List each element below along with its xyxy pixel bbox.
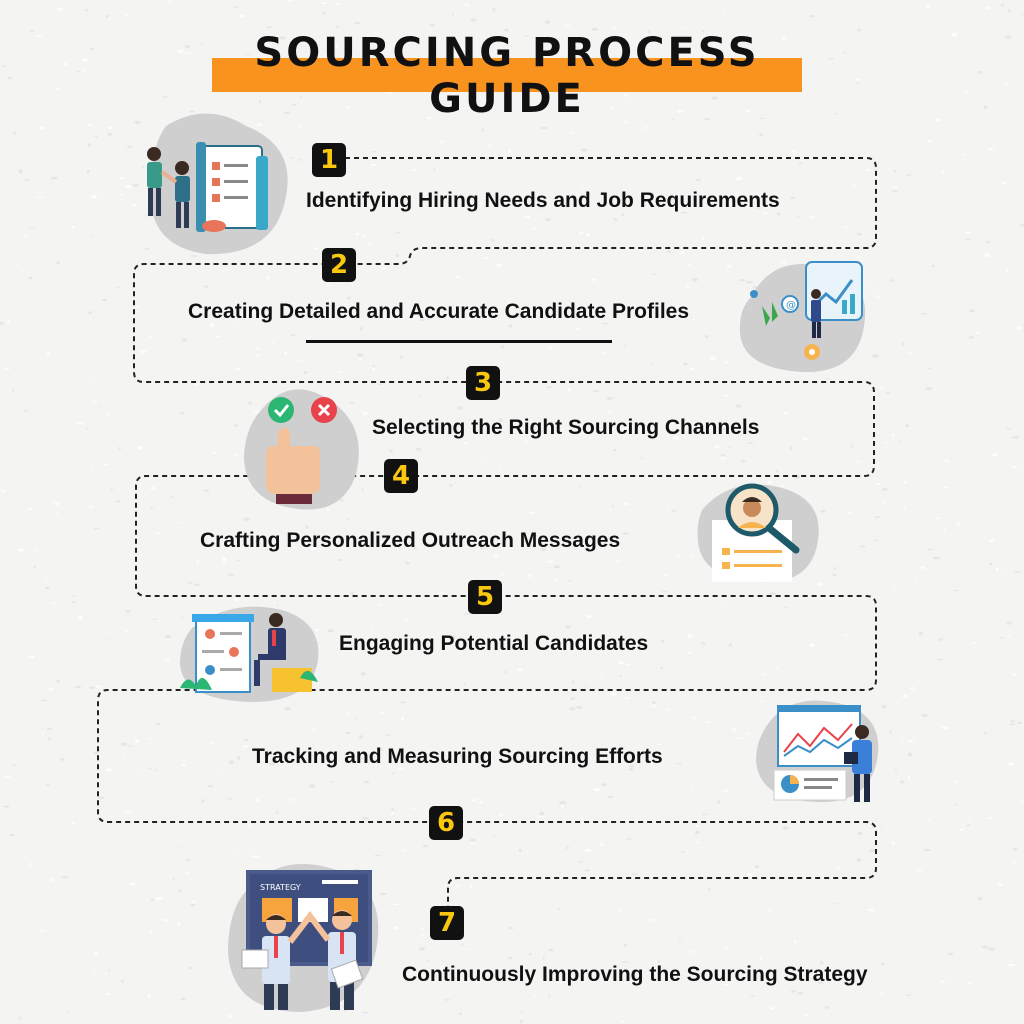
strategy-board-icon xyxy=(222,856,386,1016)
step-5-label: Engaging Potential Candidates xyxy=(339,632,649,655)
handshake-checklist-icon xyxy=(136,106,311,258)
step-6-label: Tracking and Measuring Sourcing Efforts xyxy=(252,745,663,768)
resume-review-icon xyxy=(172,598,328,704)
step-3-badge: 3 xyxy=(466,366,500,400)
analytics-screen-icon xyxy=(752,694,884,806)
step-3-label: Selecting the Right Sourcing Channels xyxy=(372,416,760,439)
step-1-label: Identifying Hiring Needs and Job Requirements xyxy=(306,189,780,212)
step-2-label: Creating Detailed and Accurate Candidate Profiles xyxy=(188,300,690,323)
step-2-badge: 2 xyxy=(322,248,356,282)
page-title: SOURCING PROCESS GUIDE xyxy=(254,30,760,122)
hand-choice-icon xyxy=(238,384,362,514)
step-5-badge: 5 xyxy=(468,580,502,614)
step-4-badge: 4 xyxy=(384,459,418,493)
step-6-badge: 6 xyxy=(429,806,463,840)
profile-dashboard-icon xyxy=(732,256,872,376)
step-7-label: Continuously Improving the Sourcing Strategy xyxy=(402,963,868,986)
step-4-label: Crafting Personalized Outreach Messages xyxy=(200,529,621,552)
step-2-underline xyxy=(306,340,612,343)
strategy-board-text: STRATEGY xyxy=(260,883,301,892)
step-7-badge: 7 xyxy=(430,906,464,940)
magnifier-candidate-icon xyxy=(692,480,822,586)
step-1-badge: 1 xyxy=(312,143,346,177)
svg-text:@: @ xyxy=(786,300,796,311)
